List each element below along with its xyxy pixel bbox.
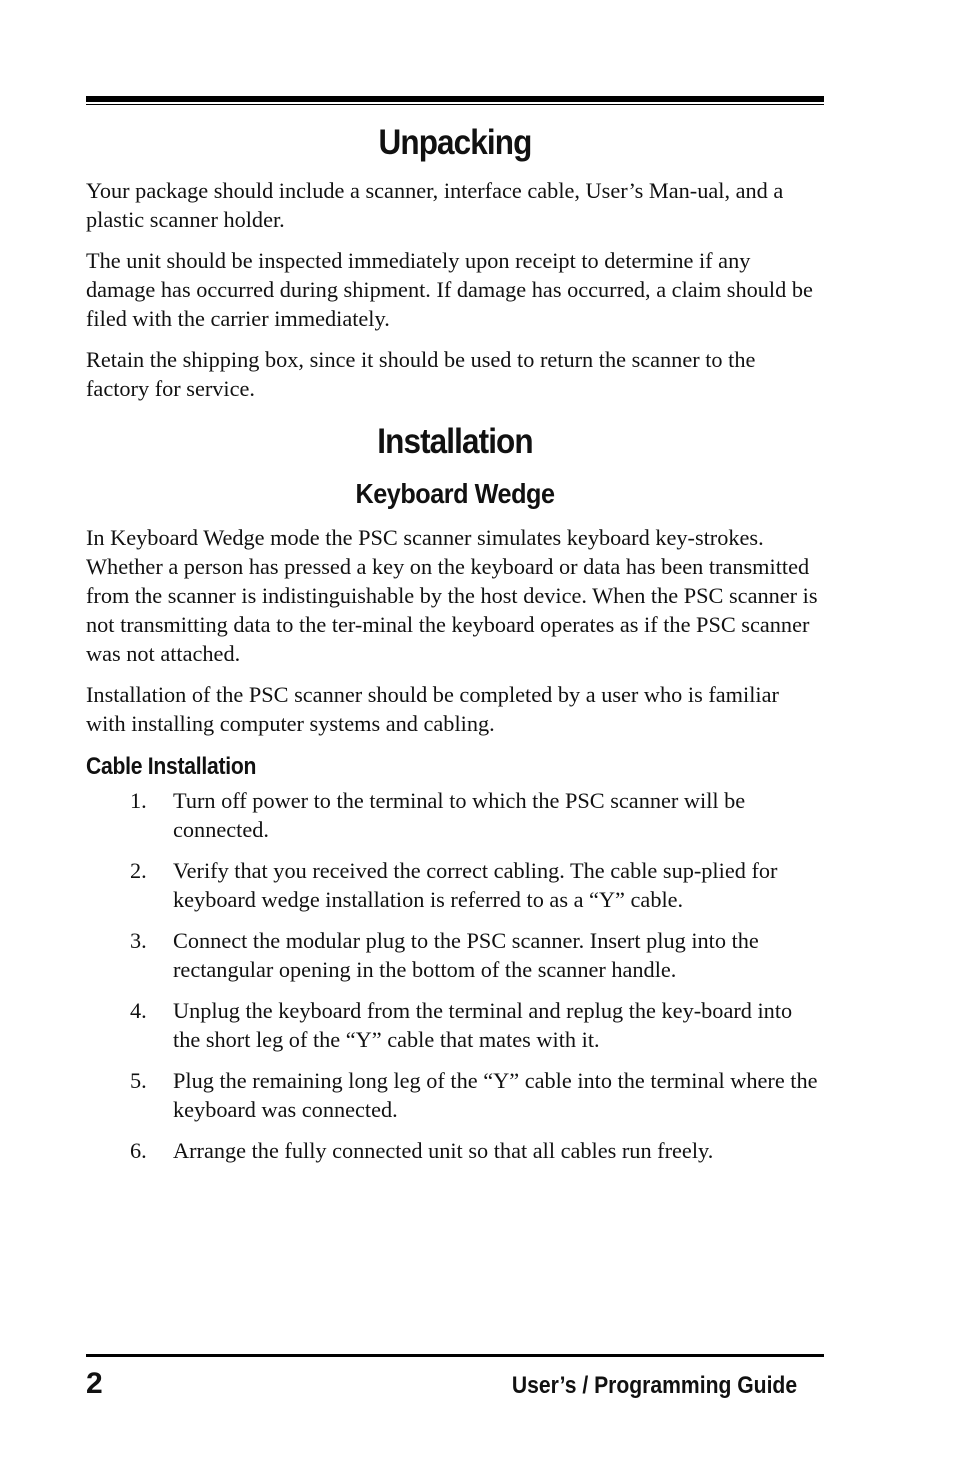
header-rule-thin [86,104,824,105]
step-text: Verify that you received the correct cabling. The cable sup-plied for keyboard wedge installation is referred to as a “Y” cable. [173,858,778,912]
step-number: 5. [130,1068,147,1093]
footer-guide-title: User’s / Programming Guide [511,1372,797,1399]
step-number: 3. [130,928,147,953]
page-content [86,116,824,1177]
page-number: 2 [86,1367,103,1400]
list-item [86,786,824,844]
step-number: 1. [130,788,147,813]
list-item [86,996,824,1054]
header-rule-thick [86,96,824,102]
step-number: 6. [130,1138,147,1163]
heading-keyboard-wedge: Keyboard Wedge [355,478,555,509]
list-item [86,1136,824,1165]
unpacking-paragraph-2: The unit should be inspected immediately upon receipt to determine if any damage has occurred during shipment. If damage has occurred, a claim should be filed with the carrier immediately. [86,248,813,331]
heading-installation: Installation [377,422,533,461]
list-item [86,926,824,984]
list-item [86,1066,824,1124]
step-number: 4. [130,998,147,1023]
cable-installation-steps [86,786,824,1165]
keyboard-wedge-paragraph-2: Installation of the PSC scanner should be completed by a user who is familiar with installing computer systems and cabling. [86,682,779,736]
keyboard-wedge-paragraph-1: In Keyboard Wedge mode the PSC scanner simulates keyboard key-strokes. Whether a person has pressed a key on the keyboard or data has been transmitted from the scanner is indistinguishable by the host device. When the PSC scanner is not transmitting data to the ter-minal the keyboard operates as if the PSC scanner was not attached. [86,525,818,666]
unpacking-paragraph-3: Retain the shipping box, since it should be used to return the scanner to the factory for service. [86,347,756,401]
list-item [86,856,824,914]
step-text: Arrange the fully connected unit so that all cables run freely. [173,1138,714,1163]
unpacking-paragraph-1: Your package should include a scanner, interface cable, User’s Man-ual, and a plastic scanner holder. [86,178,784,232]
heading-unpacking: Unpacking [378,123,532,162]
heading-cable-installation: Cable Installation [86,753,257,780]
step-text: Turn off power to the terminal to which the PSC scanner will be connected. [173,788,746,842]
step-number: 2. [130,858,147,883]
footer-rule [86,1354,824,1357]
step-text: Unplug the keyboard from the terminal and replug the key-board into the short leg of the “Y” cable that mates with it. [173,998,793,1052]
step-text: Plug the remaining long leg of the “Y” cable into the terminal where the keyboard was connected. [173,1068,818,1122]
step-text: Connect the modular plug to the PSC scanner. Insert plug into the rectangular opening in the bottom of the scanner handle. [173,928,759,982]
